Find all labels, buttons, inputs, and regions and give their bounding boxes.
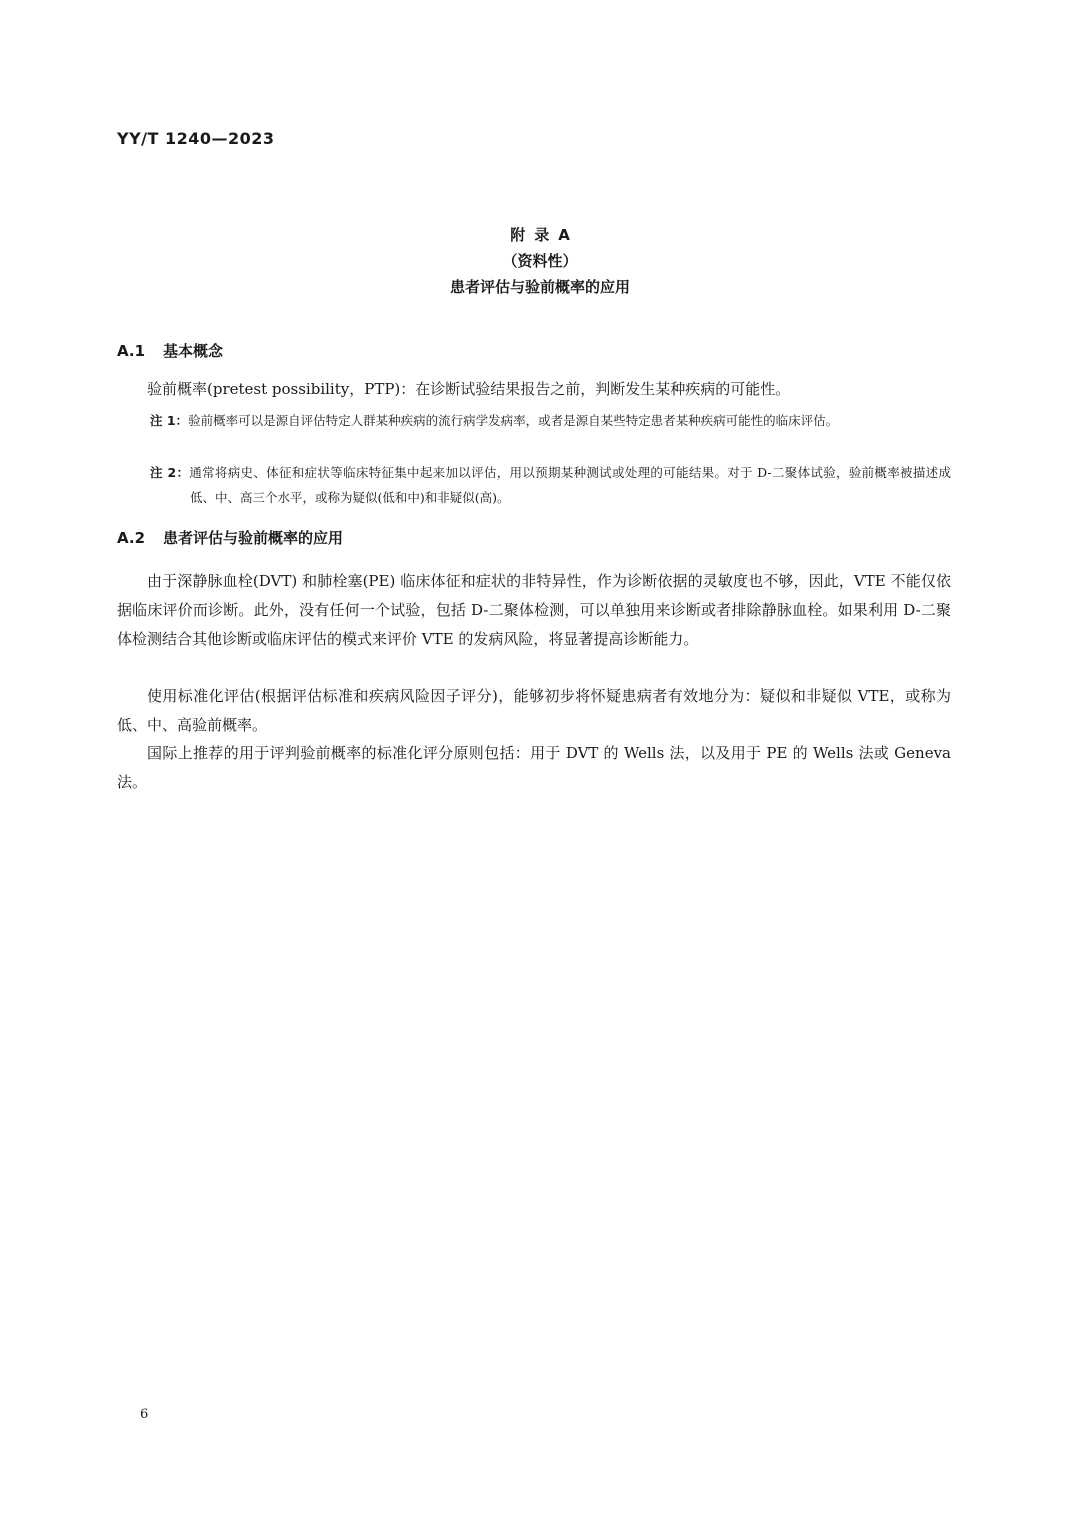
note-label: 注 1： (150, 413, 189, 428)
body-paragraph-3: 国际上推荐的用于评判验前概率的标准化评分原则包括：用于 DVT 的 Wells 法，以及用于 PE 的 Wells 法或 Geneva 法。 (117, 744, 951, 791)
annex-label: 附录A (510, 226, 579, 244)
note-label: 注 2： (150, 465, 190, 480)
annex-title: 患者评估与验前概率的应用 (449, 278, 630, 296)
body-paragraph-1: 由于深静脉血栓(DVT) 和肺栓塞(PE) 临床体征和症状的非特异性，作为诊断依据的灵敏度也不够，因此，VTE 不能仅依据临床评价而诊断。此外，没有任何一个试验，包括 D-二聚体检测，可以单独用来诊断或者排除静脉血栓。如果利用 D-二聚体检测结合其他诊断或临床评估的模式来评价 VTE 的发病风险，将显著提高诊断能力。 (117, 572, 951, 648)
body-paragraph-2: 使用标准化评估(根据评估标准和疾病风险因子评分)，能够初步将怀疑患病者有效地分为：疑似和非疑似 VTE，或称为低、中、高验前概率。 (117, 687, 951, 734)
section-a1-heading (117, 340, 223, 362)
note-text: 通常将病史、体征和症状等临床特征集中起来加以评估，用以预期某种测试或处理的可能结果。对于 D-二聚体试验，验前概率被描述成低、中、高三个水平，或称为疑似(低和中)和非疑似(高)。 (189, 465, 951, 505)
annex-heading (0, 222, 1080, 300)
section-number: A.1 (117, 342, 146, 360)
page-number: 6 (140, 1407, 149, 1422)
standard-code: YY/T 1240—2023 (117, 129, 275, 148)
definition-paragraph: 验前概率(pretest possibility，PTP)：在诊断试验结果报告之前，判断发生某种疾病的可能性。 (147, 380, 791, 398)
note-text: 验前概率可以是源自评估特定人群某种疾病的流行病学发病率，或者是源自某些特定患者某种疾病可能性的临床评估。 (188, 413, 839, 428)
note-2 (150, 460, 951, 510)
section-number: A.2 (117, 529, 146, 547)
note-1 (150, 408, 951, 433)
section-a2-heading (117, 527, 343, 549)
annex-type: （资料性） (502, 252, 578, 270)
section-title: 基本概念 (163, 342, 224, 360)
section-title: 患者评估与验前概率的应用 (163, 529, 344, 547)
